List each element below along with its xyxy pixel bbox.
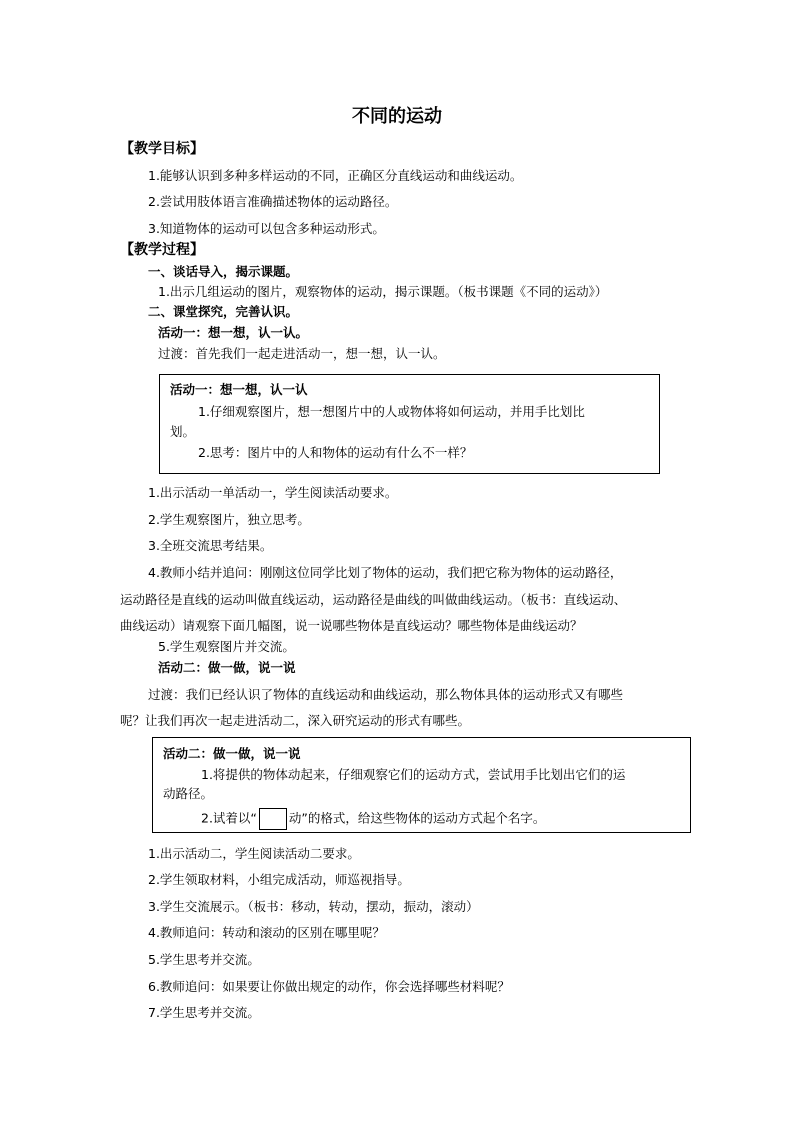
blank-box bbox=[259, 808, 287, 830]
activity1-transition: 过渡：首先我们一起走进活动一，想一想，认一认。 bbox=[158, 346, 446, 361]
activity2-box bbox=[152, 737, 691, 833]
process-heading: 【教学过程】 bbox=[120, 242, 204, 258]
goals-heading: 【教学目标】 bbox=[120, 141, 204, 157]
activity2-box-line bbox=[201, 808, 545, 830]
activity1-step: 3.全班交流思考结果。 bbox=[148, 538, 273, 553]
activity1-step: 曲线运动）请观察下面几幅图，说一说哪些物体是直线运动？哪些物体是曲线运动？ bbox=[120, 618, 583, 633]
activity2-step: 4.教师追问：转动和滚动的区别在哪里呢？ bbox=[148, 925, 385, 940]
activity1-step: 2.学生观察图片，独立思考。 bbox=[148, 512, 310, 527]
activity2-box-line: 动路径。 bbox=[163, 786, 214, 801]
activity1-step: 运动路径是直线的运动叫做直线运动，运动路径是曲线的叫做曲线运动。（板书：直线运动、 bbox=[120, 592, 627, 607]
activity1-box-line: 划。 bbox=[170, 424, 196, 439]
activity2-step: 2.学生领取材料，小组完成活动，师巡视指导。 bbox=[148, 872, 410, 887]
activity2-step: 6.教师追问：如果要让你做出规定的动作，你会选择哪些材料呢？ bbox=[148, 979, 510, 994]
activity1-step: 4.教师小结并追问：刚刚这位同学比划了物体的运动，我们把它称为物体的运动路径， bbox=[148, 565, 623, 580]
activity2-step: 7.学生思考并交流。 bbox=[148, 1005, 260, 1020]
goal-item: 1.能够认识到多种多样运动的不同，正确区分直线运动和曲线运动。 bbox=[148, 168, 523, 183]
activity1-box-title: 活动一：想一想，认一认 bbox=[170, 382, 308, 397]
page-title: 不同的运动 bbox=[352, 106, 442, 127]
activity2-heading: 活动二：做一做，说一说 bbox=[158, 660, 296, 675]
activity1-box bbox=[159, 374, 660, 474]
section1-heading: 一、谈话导入，揭示课题。 bbox=[148, 264, 299, 279]
activity2-step: 3.学生交流展示。（板书：移动，转动，摆动，振动，滚动） bbox=[148, 899, 479, 914]
activity1-box-line: 1.仔细观察图片，想一想图片中的人或物体将如何运动，并用手比划比 bbox=[198, 404, 585, 419]
goal-item: 2.尝试用肢体语言准确描述物体的运动路径。 bbox=[148, 194, 398, 209]
activity2-step: 1.出示活动二，学生阅读活动二要求。 bbox=[148, 846, 360, 861]
activity1-heading: 活动一：想一想，认一认。 bbox=[158, 325, 309, 340]
activity1-step: 5.学生观察图片并交流。 bbox=[158, 639, 295, 654]
activity2-transition: 过渡：我们已经认识了物体的直线运动和曲线运动，那么物体具体的运动形式又有哪些 bbox=[148, 687, 624, 702]
activity2-box-line: 1.将提供的物体动起来，仔细观察它们的运动方式，尝试用手比划出它们的运 bbox=[201, 767, 626, 782]
activity1-step: 1.出示活动一单活动一，学生阅读活动要求。 bbox=[148, 485, 398, 500]
activity2-box-line-part: 2.试着以“ bbox=[201, 810, 257, 826]
activity1-box-line: 2.思考：图片中的人和物体的运动有什么不一样？ bbox=[198, 445, 473, 460]
goal-item: 3.知道物体的运动可以包含多种运动形式。 bbox=[148, 221, 385, 236]
activity2-box-title: 活动二：做一做，说一说 bbox=[163, 746, 301, 761]
section1-item: 1.出示几组运动的图片，观察物体的运动，揭示课题。（板书课题《不同的运动》） bbox=[158, 284, 608, 299]
activity2-box-line-part: 动”的格式，给这些物体的运动方式起个名字。 bbox=[288, 810, 546, 826]
activity2-transition: 呢？让我们再次一起走进活动二，深入研究运动的形式有哪些。 bbox=[120, 713, 471, 728]
activity2-step: 5.学生思考并交流。 bbox=[148, 952, 260, 967]
section2-heading: 二、课堂探究，完善认识。 bbox=[148, 304, 299, 319]
